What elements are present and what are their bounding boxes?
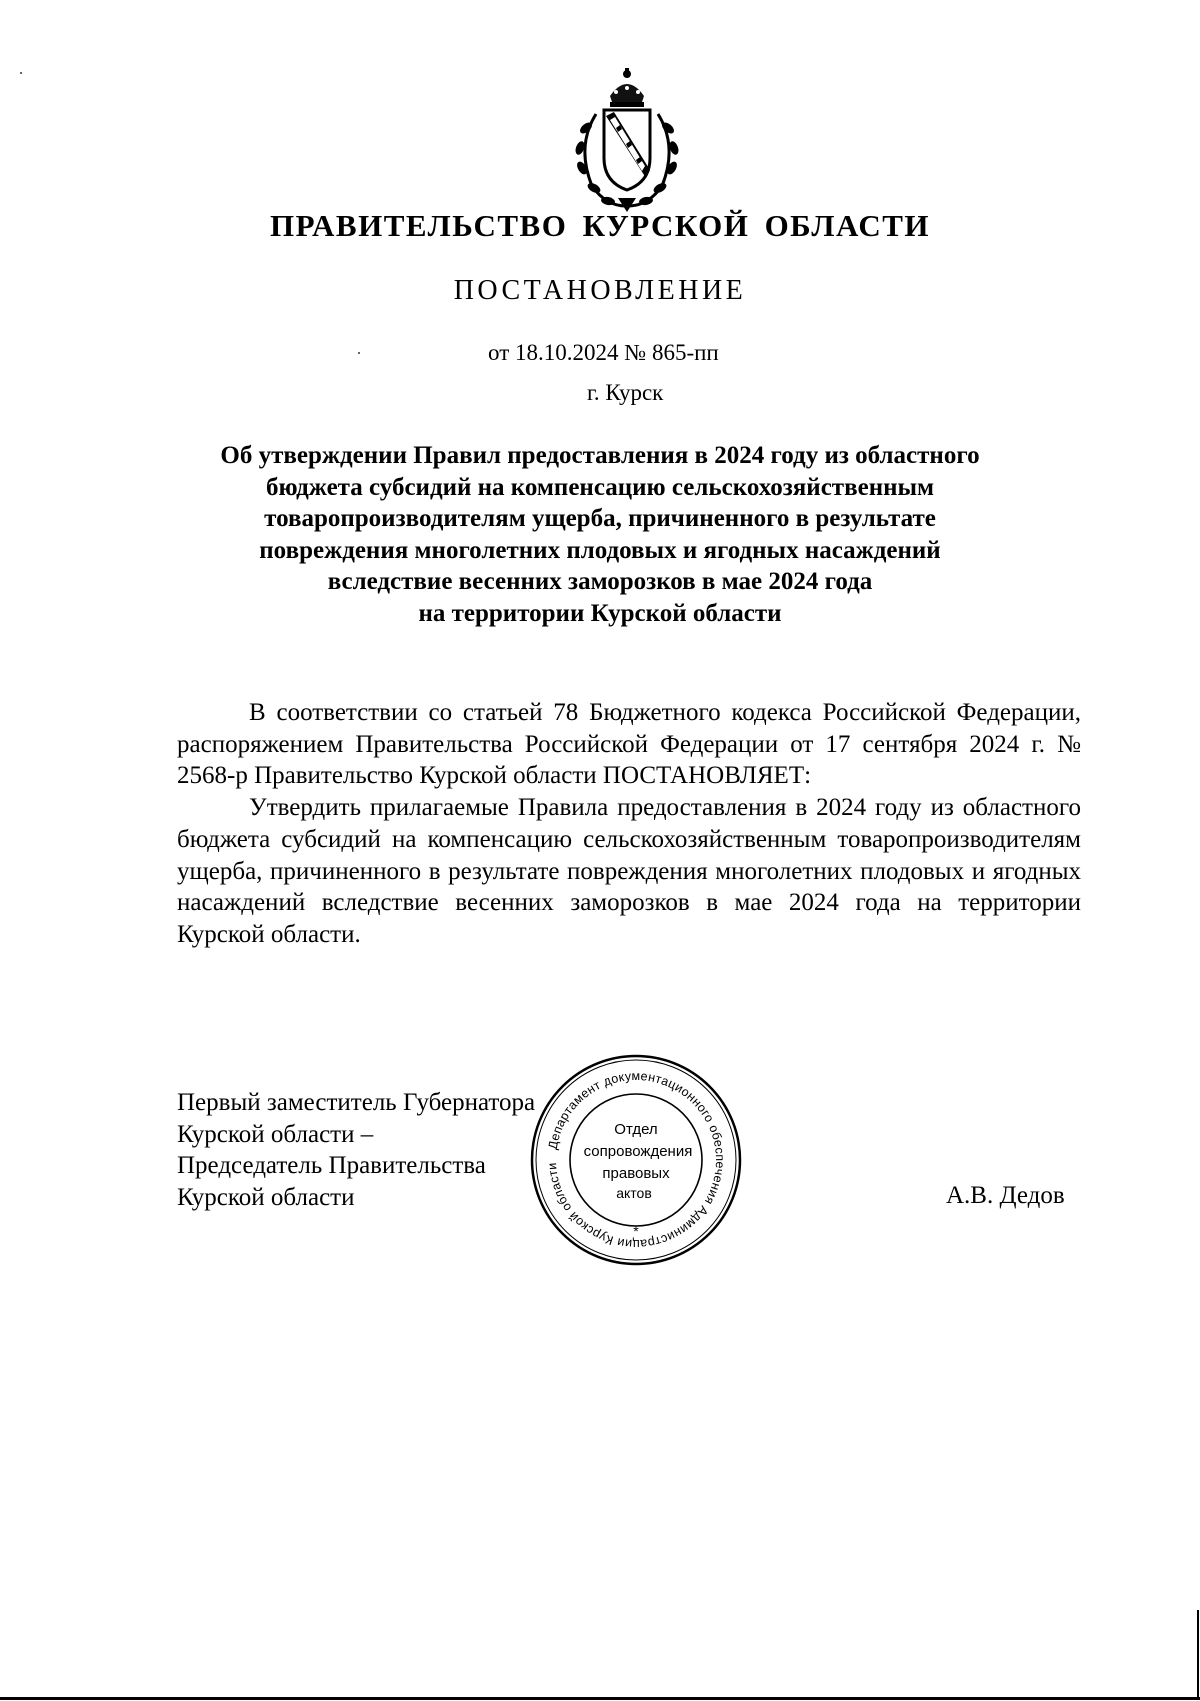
document-city: г. Курск bbox=[587, 380, 664, 405]
page-title: ПРАВИТЕЛЬСТВО КУРСКОЙ ОБЛАСТИ bbox=[269, 208, 931, 243]
subject-line: на территории Курской области bbox=[418, 599, 782, 627]
scan-speck bbox=[358, 352, 360, 354]
subject-line: повреждения многолетних плодовых и ягодных насаждений bbox=[259, 536, 941, 564]
stamp-ring-text: Департамент документационного обеспечения Администрации Курской области bbox=[544, 1068, 728, 1252]
svg-text:*: * bbox=[633, 1223, 639, 1239]
scan-border-right bbox=[1197, 1610, 1199, 1698]
scan-border-bottom bbox=[0, 1697, 1200, 1700]
signer-position-line: Курской области – bbox=[177, 1120, 374, 1148]
signer-position bbox=[177, 1087, 535, 1213]
subject-line: бюджета субсидий на компенсацию сельскохозяйственным bbox=[265, 473, 935, 501]
signer-position-line: Первый заместитель Губернатора bbox=[177, 1089, 536, 1116]
document-type: ПОСТАНОВЛЕНИЕ bbox=[453, 275, 747, 306]
subject-line: вследствие весенних заморозков в мае 2024 года bbox=[327, 568, 873, 595]
signer-position-line: Курской области bbox=[177, 1183, 355, 1211]
official-stamp bbox=[528, 1052, 744, 1268]
stamp-center-line: актов bbox=[616, 1185, 652, 1201]
body-paragraph: Утвердить прилагаемые Правила предоставления в 2024 году из областного бюджета субсидий на компенсацию сельскохозяйственным товаропроизводителям ущерба, причиненного в результате повреждения многолетних плодовых и ягодных насаждений вследствие весенних заморозков в мае 2024 года на территории Курской области. bbox=[177, 794, 1081, 948]
body-paragraph: В соответствии со статьей 78 Бюджетного кодекса Российской Федерации, распоряжением Правительства Российской Федерации от 17 сентября 2024 г. № 2568-р Правительство Курской области ПОСТАНОВЛЯЕТ: bbox=[177, 699, 1081, 790]
scan-speck bbox=[20, 72, 22, 74]
signer-position-line: Председатель Правительства bbox=[177, 1152, 486, 1179]
kursk-coat-of-arms-icon bbox=[566, 66, 688, 216]
stamp-center-line: сопровождения bbox=[583, 1143, 693, 1160]
stamp-center-line: правовых bbox=[602, 1165, 670, 1182]
document-date-number: от 18.10.2024 № 865-пп bbox=[488, 340, 719, 365]
document-subject bbox=[150, 440, 1050, 629]
document-body bbox=[177, 697, 1081, 951]
signer-name: А.В. Дедов bbox=[946, 1182, 1065, 1209]
subject-line: товаропроизводителям ущерба, причиненного в результате bbox=[264, 505, 936, 532]
subject-line: Об утверждении Правил предоставления в 2024 году из областного bbox=[220, 442, 980, 469]
stamp-center-line: Отдел bbox=[614, 1121, 658, 1138]
